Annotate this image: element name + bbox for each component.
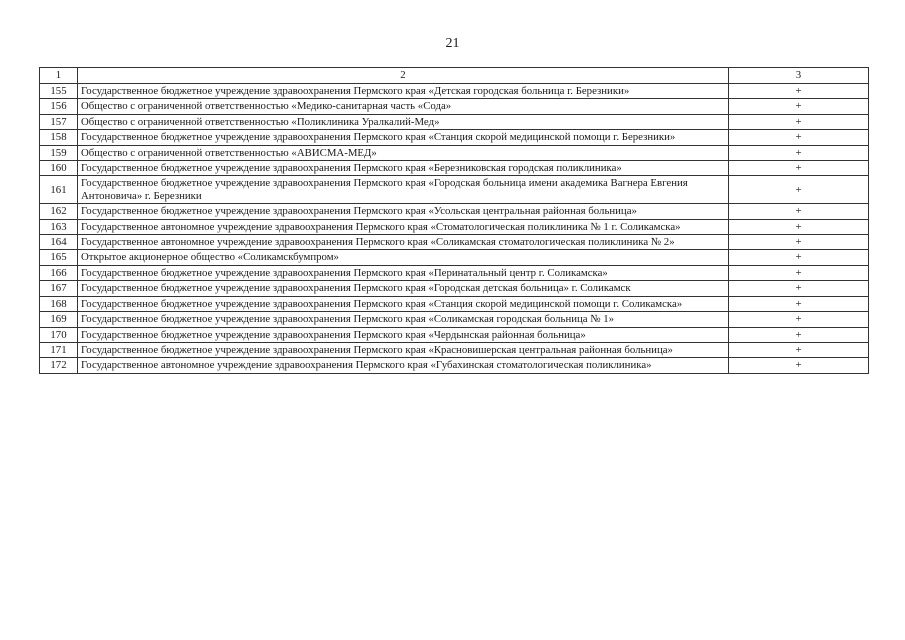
organization-name: Государственное бюджетное учреждение здравоохранения Пермского края «Чердынская районная больница» (78, 327, 729, 342)
participation-mark: + (729, 358, 869, 373)
row-number: 169 (40, 312, 78, 327)
row-number: 163 (40, 219, 78, 234)
organization-name: Государственное автономное учреждение здравоохранения Пермского края «Губахинская стоматологическая поликлиника» (78, 358, 729, 373)
table-row (40, 99, 869, 114)
row-number: 162 (40, 204, 78, 219)
participation-mark: + (729, 99, 869, 114)
row-number: 159 (40, 145, 78, 160)
organization-name: Государственное бюджетное учреждение здравоохранения Пермского края «Соликамская городская больница № 1» (78, 312, 729, 327)
organization-name: Общество с ограниченной ответственностью «АВИСМА-МЕД» (78, 145, 729, 160)
row-number: 171 (40, 342, 78, 357)
participation-mark: + (729, 219, 869, 234)
participation-mark: + (729, 342, 869, 357)
participation-mark: + (729, 84, 869, 99)
participation-mark: + (729, 312, 869, 327)
organization-name: Государственное автономное учреждение здравоохранения Пермского края «Соликамская стоматологическая поликлиника № 2» (78, 235, 729, 250)
participation-mark: + (729, 281, 869, 296)
table-header-row (40, 68, 869, 84)
table-row (40, 114, 869, 129)
table-row (40, 130, 869, 145)
table-row (40, 219, 869, 234)
participation-mark: + (729, 145, 869, 160)
table-row (40, 342, 869, 357)
organization-name: Общество с ограниченной ответственностью «Медико-санитарная часть «Сода» (78, 99, 729, 114)
row-number: 157 (40, 114, 78, 129)
row-number: 165 (40, 250, 78, 265)
row-number: 167 (40, 281, 78, 296)
table-row (40, 358, 869, 373)
organization-name: Государственное бюджетное учреждение здравоохранения Пермского края «Березниковская городская поликлиника» (78, 161, 729, 176)
organization-name: Государственное бюджетное учреждение здравоохранения Пермского края «Городская больница имени академика Вагнера Евгения Антоновича» г. Березники (78, 176, 729, 204)
participation-mark: + (729, 235, 869, 250)
participation-mark: + (729, 250, 869, 265)
column-header-name: 2 (78, 68, 729, 84)
organizations-table (39, 67, 869, 374)
participation-mark: + (729, 161, 869, 176)
organization-name: Государственное бюджетное учреждение здравоохранения Пермского края «Станция скорой медицинской помощи г. Березники» (78, 130, 729, 145)
row-number: 172 (40, 358, 78, 373)
organization-name: Государственное автономное учреждение здравоохранения Пермского края «Стоматологическая поликлиника № 1 г. Соликамска» (78, 219, 729, 234)
row-number: 155 (40, 84, 78, 99)
row-number: 158 (40, 130, 78, 145)
organization-name: Государственное бюджетное учреждение здравоохранения Пермского края «Усольская центральная районная больница» (78, 204, 729, 219)
table-row (40, 204, 869, 219)
row-number: 160 (40, 161, 78, 176)
organization-name: Государственное бюджетное учреждение здравоохранения Пермского края «Красновишерская центральная районная больница» (78, 342, 729, 357)
table-row (40, 84, 869, 99)
column-header-number: 1 (40, 68, 78, 84)
table-row (40, 235, 869, 250)
table-row (40, 161, 869, 176)
participation-mark: + (729, 130, 869, 145)
participation-mark: + (729, 327, 869, 342)
table-row (40, 327, 869, 342)
table-body (40, 84, 869, 374)
row-number: 161 (40, 176, 78, 204)
organization-name: Государственное бюджетное учреждение здравоохранения Пермского края «Городская детская больница» г. Соликамск (78, 281, 729, 296)
table-row (40, 176, 869, 204)
row-number: 166 (40, 265, 78, 280)
page-number: 21 (445, 36, 460, 51)
table-row (40, 265, 869, 280)
table-row (40, 250, 869, 265)
table-row (40, 312, 869, 327)
table-row (40, 281, 869, 296)
participation-mark: + (729, 265, 869, 280)
row-number: 168 (40, 296, 78, 311)
organization-name: Государственное бюджетное учреждение здравоохранения Пермского края «Перинатальный центр г. Соликамска» (78, 265, 729, 280)
organization-name: Общество с ограниченной ответственностью «Поликлиника Уралкалий-Мед» (78, 114, 729, 129)
row-number: 156 (40, 99, 78, 114)
row-number: 164 (40, 235, 78, 250)
table-row (40, 145, 869, 160)
organization-name: Открытое акционерное общество «Соликамскбумпром» (78, 250, 729, 265)
participation-mark: + (729, 204, 869, 219)
column-header-mark: 3 (729, 68, 869, 84)
organization-name: Государственное бюджетное учреждение здравоохранения Пермского края «Детская городская больница г. Березники» (78, 84, 729, 99)
participation-mark: + (729, 296, 869, 311)
row-number: 170 (40, 327, 78, 342)
organization-name: Государственное бюджетное учреждение здравоохранения Пермского края «Станция скорой медицинской помощи г. Соликамска» (78, 296, 729, 311)
participation-mark: + (729, 114, 869, 129)
table-row (40, 296, 869, 311)
participation-mark: + (729, 176, 869, 204)
